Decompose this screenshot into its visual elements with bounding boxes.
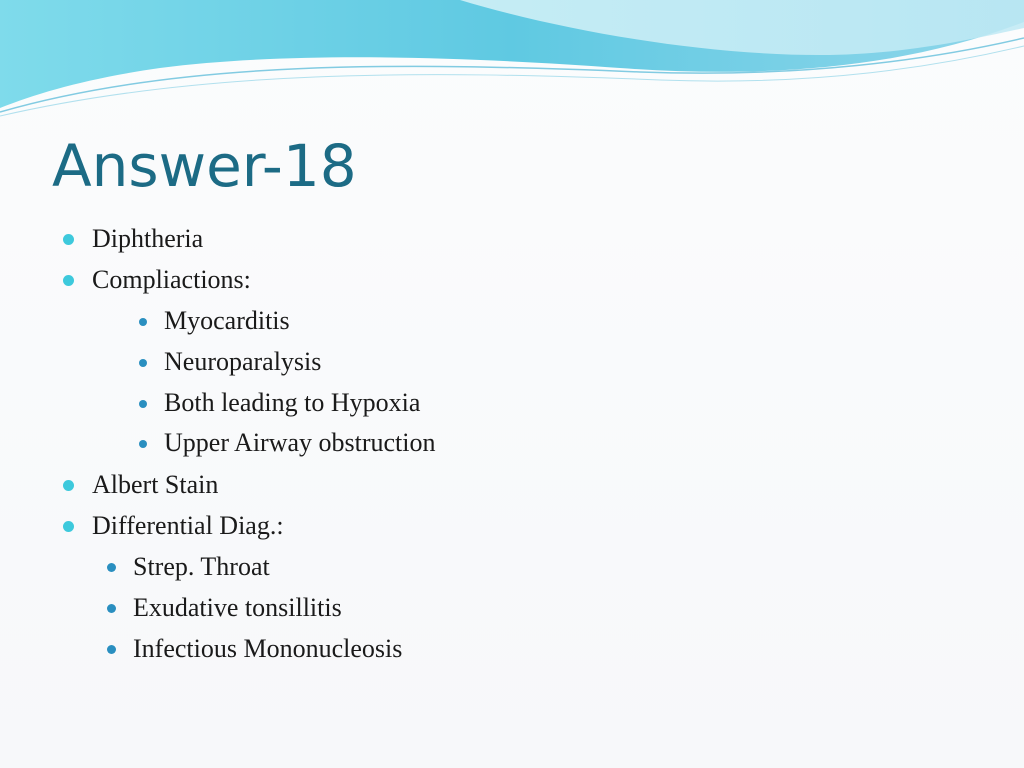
sub-bullet-myocarditis: Myocarditis (164, 306, 290, 335)
bullet-item-diphtheria: Diphtheria (92, 224, 204, 253)
sub-bullet-neuroparalysis: Neuroparalysis (164, 347, 322, 376)
sub-bullet-dot-icon (139, 400, 147, 408)
sub-bullet-dot-icon (107, 645, 116, 654)
bullet-dot-icon (63, 234, 74, 245)
sub-bullet-dot-icon (107, 604, 116, 613)
bullet-dot-icon (63, 275, 74, 286)
sub-bullet-hypoxia: Both leading to Hypoxia (164, 388, 421, 417)
sub-bullet-airway-obstruction: Upper Airway obstruction (164, 428, 436, 457)
sub-bullet-dot-icon (139, 318, 147, 326)
sub-bullet-dot-icon (139, 440, 147, 448)
sub-bullet-infectious-mononucleosis: Infectious Mononucleosis (133, 634, 403, 663)
sub-bullet-exudative-tonsillitis: Exudative tonsillitis (133, 593, 342, 622)
bullet-item-albert-stain: Albert Stain (92, 470, 219, 499)
sub-bullet-dot-icon (107, 563, 116, 572)
bullet-item-differential-diagnosis: Differential Diag.: (92, 511, 284, 540)
sub-bullet-strep-throat: Strep. Throat (133, 552, 270, 581)
bullet-dot-icon (63, 521, 74, 532)
bullet-dot-icon (63, 480, 74, 491)
sub-bullet-dot-icon (139, 359, 147, 367)
slide-title: Answer-18 (52, 132, 357, 200)
bullet-item-complications: Compliactions: (92, 265, 251, 294)
